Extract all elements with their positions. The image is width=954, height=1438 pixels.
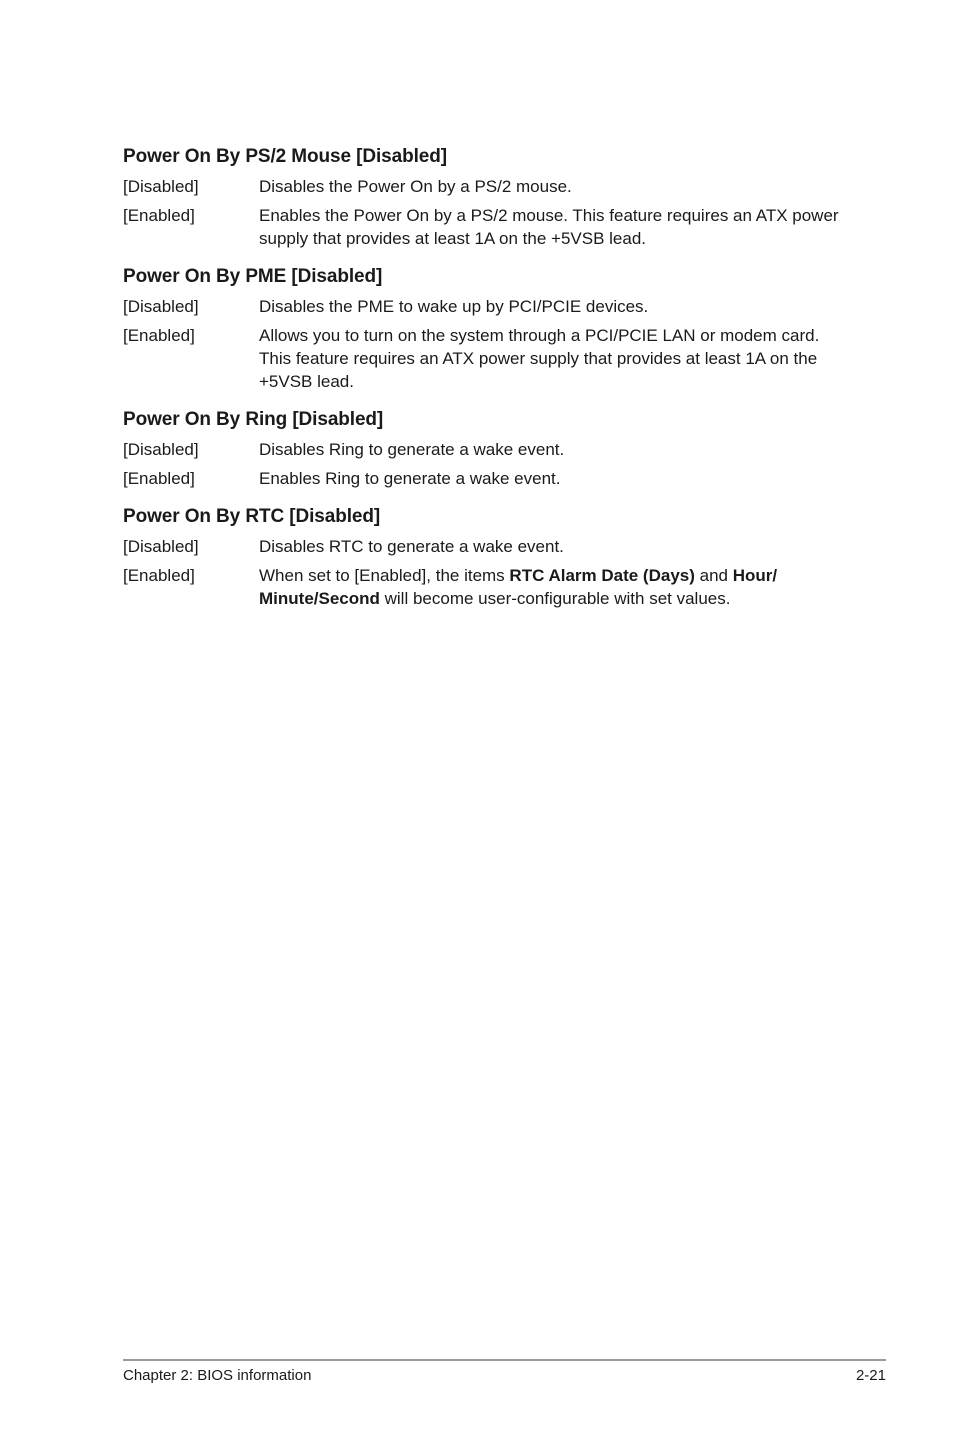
document-body — [123, 144, 843, 624]
option-label: [Disabled] — [123, 537, 199, 556]
section-pme — [123, 264, 843, 393]
option-description — [259, 564, 843, 610]
desc-text: and — [694, 566, 733, 585]
option-description: Disables Ring to generate a wake event. — [259, 440, 565, 459]
footer-divider — [123, 1359, 886, 1361]
option-description: Disables the PME to wake up by PCI/PCIE devices. — [259, 297, 649, 316]
option-description: Disables RTC to generate a wake event. — [259, 537, 564, 556]
page-number: 2-21 — [855, 1367, 886, 1384]
option-row-enabled — [123, 324, 843, 393]
desc-bold-item: RTC Alarm Date (Days) — [509, 566, 695, 585]
section-ps2-mouse — [123, 144, 843, 250]
option-row-disabled — [123, 438, 843, 461]
option-row-enabled — [123, 204, 843, 250]
section-rtc — [123, 504, 843, 610]
option-label: [Enabled] — [123, 469, 195, 488]
option-label: [Enabled] — [123, 206, 195, 225]
footer-chapter-title: Chapter 2: BIOS information — [123, 1367, 312, 1384]
option-row-enabled — [123, 467, 843, 490]
option-row-enabled — [123, 564, 843, 610]
page-footer — [123, 1366, 886, 1386]
section-title: Power On By PS/2 Mouse [Disabled] — [123, 146, 447, 167]
desc-text: When set to [Enabled], the items — [259, 566, 510, 585]
option-description: Enables the Power On by a PS/2 mouse. This feature requires an ATX power supply that provides at least 1A on the +5VSB lead. — [259, 206, 839, 248]
option-label: [Enabled] — [123, 326, 195, 345]
option-row-disabled — [123, 295, 843, 318]
option-row-disabled — [123, 535, 843, 558]
option-description: Disables the Power On by a PS/2 mouse. — [259, 177, 572, 196]
option-description: Enables Ring to generate a wake event. — [259, 469, 561, 488]
option-description: Allows you to turn on the system through a PCI/PCIE LAN or modem card. This feature requires an ATX power supply that provides at least 1A on the +5VSB lead. — [259, 326, 820, 391]
section-title: Power On By RTC [Disabled] — [123, 506, 381, 527]
desc-bold-item: Hour/ Minute/Second — [259, 566, 778, 608]
option-row-disabled — [123, 175, 843, 198]
option-label: [Enabled] — [123, 566, 195, 585]
option-label: [Disabled] — [123, 297, 199, 316]
option-label: [Disabled] — [123, 177, 199, 196]
option-label: [Disabled] — [123, 440, 199, 459]
section-ring — [123, 407, 843, 490]
section-title: Power On By PME [Disabled] — [123, 266, 383, 287]
section-title: Power On By Ring [Disabled] — [123, 409, 384, 430]
desc-text: will become user-configurable with set values. — [379, 589, 731, 608]
